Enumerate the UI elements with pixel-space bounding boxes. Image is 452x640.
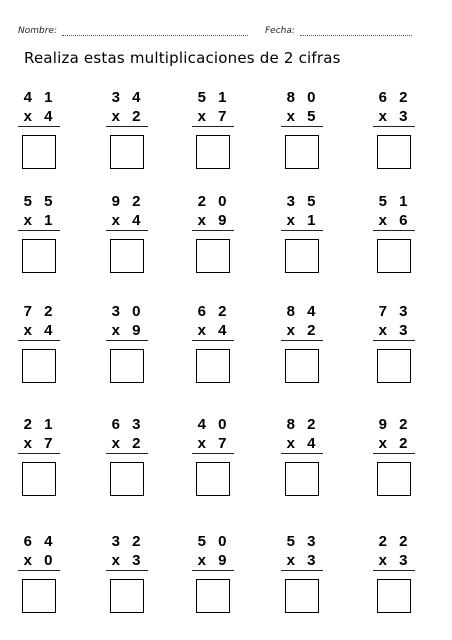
multiplicand: 4 1 [23, 89, 57, 106]
multiplicand: 2 0 [197, 193, 231, 210]
multiplicand: 5 3 [286, 533, 320, 550]
result-line [192, 453, 234, 454]
answer-box[interactable] [377, 349, 411, 383]
multiplicand: 6 4 [23, 533, 57, 550]
result-line [192, 126, 234, 127]
multiplier: x 3 [378, 108, 412, 125]
answer-box[interactable] [285, 135, 319, 169]
multiplier: x 1 [23, 212, 57, 229]
multiplier: x 3 [111, 552, 145, 569]
multiplier: x 0 [23, 552, 57, 569]
answer-box[interactable] [196, 349, 230, 383]
date-field[interactable] [300, 35, 412, 36]
answer-box[interactable] [22, 579, 56, 613]
multiplicand: 8 2 [286, 416, 320, 433]
multiplier: x 4 [197, 322, 231, 339]
multiplier: x 7 [23, 435, 57, 452]
answer-box[interactable] [285, 579, 319, 613]
answer-box[interactable] [285, 462, 319, 496]
multiplicand: 2 1 [23, 416, 57, 433]
multiplicand: 7 3 [378, 303, 412, 320]
answer-box[interactable] [110, 239, 144, 273]
result-line [281, 230, 323, 231]
result-line [373, 230, 415, 231]
answer-box[interactable] [110, 135, 144, 169]
multiplicand: 3 5 [286, 193, 320, 210]
multiplier: x 7 [197, 108, 231, 125]
answer-box[interactable] [110, 579, 144, 613]
multiplier: x 3 [378, 322, 412, 339]
result-line [106, 570, 148, 571]
multiplier: x 5 [286, 108, 320, 125]
multiplier: x 2 [286, 322, 320, 339]
result-line [373, 126, 415, 127]
multiplicand: 2 2 [378, 533, 412, 550]
answer-box[interactable] [377, 462, 411, 496]
result-line [373, 570, 415, 571]
answer-box[interactable] [22, 462, 56, 496]
result-line [106, 453, 148, 454]
multiplicand: 6 2 [378, 89, 412, 106]
answer-box[interactable] [285, 349, 319, 383]
multiplier: x 2 [378, 435, 412, 452]
multiplicand: 8 0 [286, 89, 320, 106]
answer-box[interactable] [196, 239, 230, 273]
result-line [18, 230, 60, 231]
multiplicand: 8 4 [286, 303, 320, 320]
answer-box[interactable] [110, 462, 144, 496]
answer-box[interactable] [196, 135, 230, 169]
multiplicand: 5 1 [378, 193, 412, 210]
worksheet-title: Realiza estas multiplicaciones de 2 cifras [24, 49, 341, 67]
multiplicand: 3 0 [111, 303, 145, 320]
result-line [281, 453, 323, 454]
multiplicand: 4 0 [197, 416, 231, 433]
result-line [281, 340, 323, 341]
multiplier: x 3 [286, 552, 320, 569]
result-line [18, 126, 60, 127]
result-line [192, 230, 234, 231]
answer-box[interactable] [110, 349, 144, 383]
multiplicand: 3 4 [111, 89, 145, 106]
name-label: Nombre: [18, 26, 57, 36]
multiplicand: 7 2 [23, 303, 57, 320]
answer-box[interactable] [377, 579, 411, 613]
answer-box[interactable] [196, 462, 230, 496]
multiplier: x 9 [111, 322, 145, 339]
multiplier: x 1 [286, 212, 320, 229]
multiplier: x 9 [197, 212, 231, 229]
answer-box[interactable] [285, 239, 319, 273]
multiplicand: 6 3 [111, 416, 145, 433]
multiplier: x 4 [23, 322, 57, 339]
multiplier: x 2 [111, 108, 145, 125]
multiplier: x 6 [378, 212, 412, 229]
result-line [192, 570, 234, 571]
result-line [106, 230, 148, 231]
answer-box[interactable] [196, 579, 230, 613]
multiplicand: 5 0 [197, 533, 231, 550]
multiplier: x 4 [111, 212, 145, 229]
multiplicand: 6 2 [197, 303, 231, 320]
multiplier: x 3 [378, 552, 412, 569]
result-line [373, 453, 415, 454]
name-field[interactable] [62, 35, 248, 36]
answer-box[interactable] [377, 239, 411, 273]
result-line [18, 453, 60, 454]
multiplicand: 9 2 [111, 193, 145, 210]
result-line [18, 570, 60, 571]
multiplicand: 5 1 [197, 89, 231, 106]
multiplier: x 7 [197, 435, 231, 452]
multiplicand: 5 5 [23, 193, 57, 210]
multiplicand: 9 2 [378, 416, 412, 433]
result-line [18, 340, 60, 341]
result-line [106, 340, 148, 341]
result-line [373, 340, 415, 341]
multiplier: x 2 [111, 435, 145, 452]
multiplicand: 3 2 [111, 533, 145, 550]
answer-box[interactable] [377, 135, 411, 169]
multiplier: x 4 [286, 435, 320, 452]
result-line [192, 340, 234, 341]
multiplier: x 4 [23, 108, 57, 125]
result-line [281, 570, 323, 571]
date-label: Fecha: [265, 26, 295, 36]
answer-box[interactable] [22, 349, 56, 383]
result-line [106, 126, 148, 127]
result-line [281, 126, 323, 127]
answer-box[interactable] [22, 239, 56, 273]
multiplier: x 9 [197, 552, 231, 569]
answer-box[interactable] [22, 135, 56, 169]
